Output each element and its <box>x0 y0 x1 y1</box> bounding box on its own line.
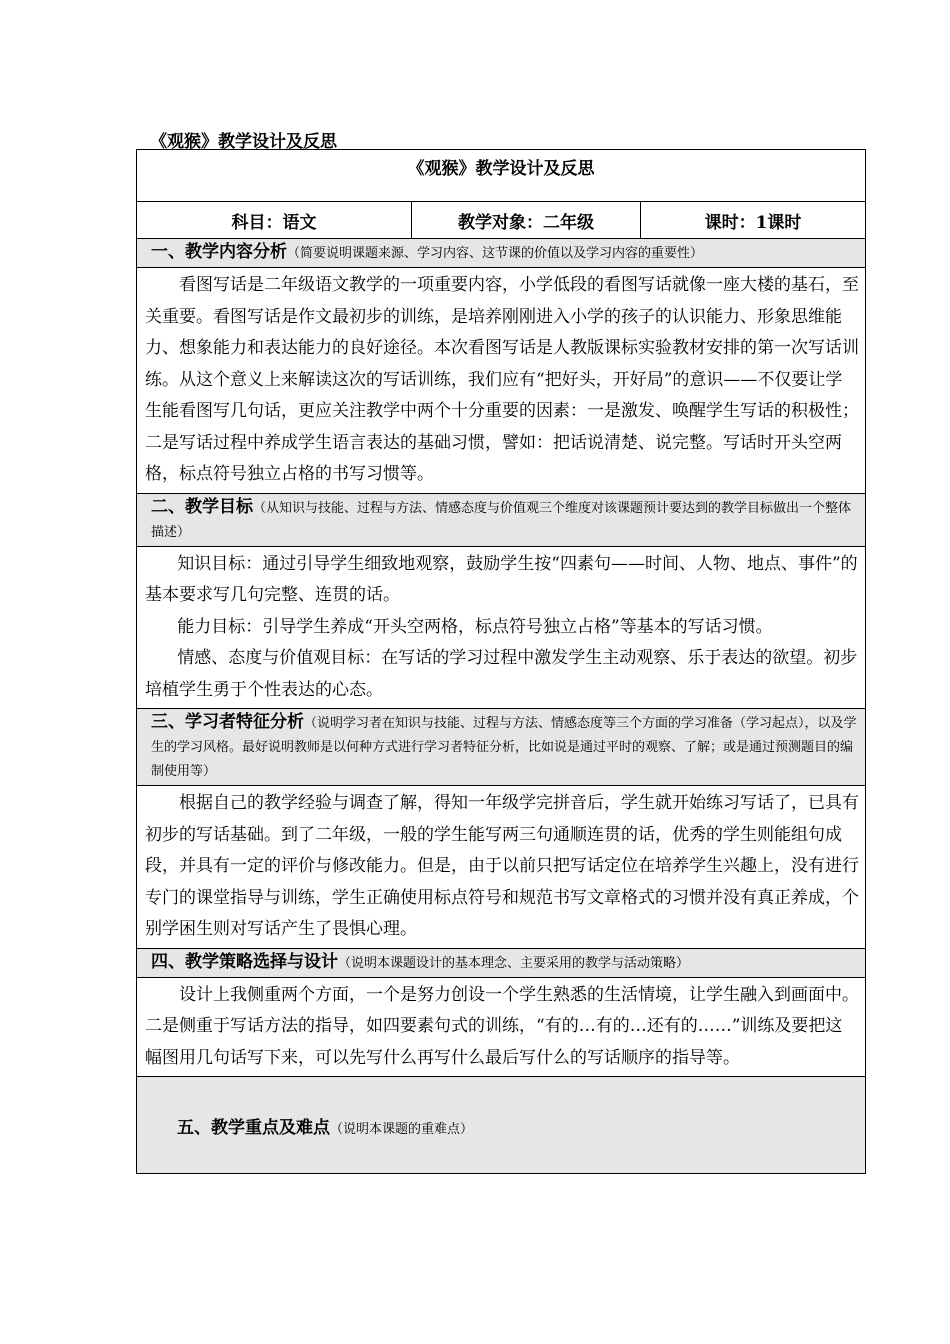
section-4-body <box>137 977 866 1077</box>
section-5-heading: 五、教学重点及难点 <box>177 1117 330 1138</box>
attitude-goal: 情感、态度与价值观目标：在写话的学习过程中激发学生主动观察、乐于表达的欲望。初步培植学生勇于个性表达的心态。 <box>145 648 858 700</box>
document-title: 《观猴》教学设计及反思 <box>150 132 337 152</box>
section-3-paragraph: 根据自己的教学经验与调查了解，得知一年级学完拼音后，学生就开始练习写话了，已具有初步的写话基础。到了二年级，一般的学生能写两三句通顺连贯的话，优秀的学生则能组句成段，并具有一定的评价与修改能力。但是，由于以前只把写话定位在培养学生兴趣上，没有进行专门的课堂指导与训练，学生正确使用标点符号和规范书写文章格式的习惯并没有真正养成，个别学困生则对写话产生了畏惧心理。 <box>145 793 859 939</box>
section-4-header <box>137 948 866 977</box>
section-4-paragraph: 设计上我侧重两个方面，一个是努力创设一个学生熟悉的生活情境，让学生融入到画面中。二是侧重于写话方法的指导，如四要素句式的训练，“有的…有的…还有的……”训练及要把这幅图用几句话写下来，可以先写什么再写什么最后写什么的写话顺序的指导等。 <box>145 984 859 1068</box>
section-1-heading: 一、教学内容分析 <box>151 242 287 262</box>
section-1-note: （简要说明课题来源、学习内容、这节课的价值以及学习内容的重要性） <box>287 246 704 261</box>
section-1-paragraph: 看图写话是二年级语文教学的一项重要内容，小学低段的看图写话就像一座大楼的基石，至关重要。看图写话是作文最初步的训练，是培养刚刚进入小学的孩子的认识能力、形象思维能力、想象能力和表达能力的良好途径。本次看图写话是人教版课标实验教材安排的第一次写话训练。从这个意义上来解读这次的写话训练，我们应有“把好头，开好局”的意识——不仅要让学生能看图写几句话，更应关注教学中两个十分重要的因素：一是激发、唤醒学生写话的积极性；二是写话过程中养成学生语言表达的基础习惯，譬如：把话说清楚、说完整。写话时开头空两格，标点符号独立占格的书写习惯等。 <box>145 275 859 484</box>
subject-cell: 科目：语文 <box>137 202 412 239</box>
periods-cell: 课时：1课时 <box>641 202 866 239</box>
section-2-body <box>137 546 866 709</box>
section-2-heading: 二、教学目标 <box>151 496 253 517</box>
section-5-note: （说明本课题的重难点） <box>330 1121 474 1137</box>
section-3-note: （说明学习者在知识与技能、过程与方法、情感态度等三个方面的学习准备（学习起点），以及学生的学习风格。最好说明教师是以何种方式进行学习者特征分析，比如说是通过平时的观察、了解；或是通过预测题目的编制使用等） <box>151 716 857 779</box>
section-3-header <box>137 709 866 786</box>
section-3-body <box>137 786 866 949</box>
section-1-header <box>137 239 866 268</box>
knowledge-goal: 知识目标：通过引导学生细致地观察，鼓励学生按“四素句——时间、人物、地点、事件”的基本要求写几句完整、连贯的话。 <box>145 553 858 605</box>
lesson-plan-table <box>136 149 866 1174</box>
section-4-heading: 四、教学策略选择与设计 <box>151 951 338 972</box>
section-2-header <box>137 493 866 546</box>
table-title: 《观猴》教学设计及反思 <box>137 150 866 202</box>
audience-cell: 教学对象：二年级 <box>412 202 641 239</box>
section-1-body <box>137 268 866 494</box>
section-2-note: （从知识与技能、过程与方法、情感态度与价值观三个维度对该课题预计要达到的教学目标做出一个整体描述） <box>151 500 852 540</box>
section-5-header <box>137 1077 866 1174</box>
ability-goal: 能力目标：引导学生养成“开头空两格，标点符号独立占格”等基本的写话习惯。 <box>177 616 773 637</box>
section-3-heading: 三、学习者特征分析 <box>151 712 304 732</box>
section-4-note: （说明本课题设计的基本理念、主要采用的教学与活动策略） <box>338 955 690 971</box>
